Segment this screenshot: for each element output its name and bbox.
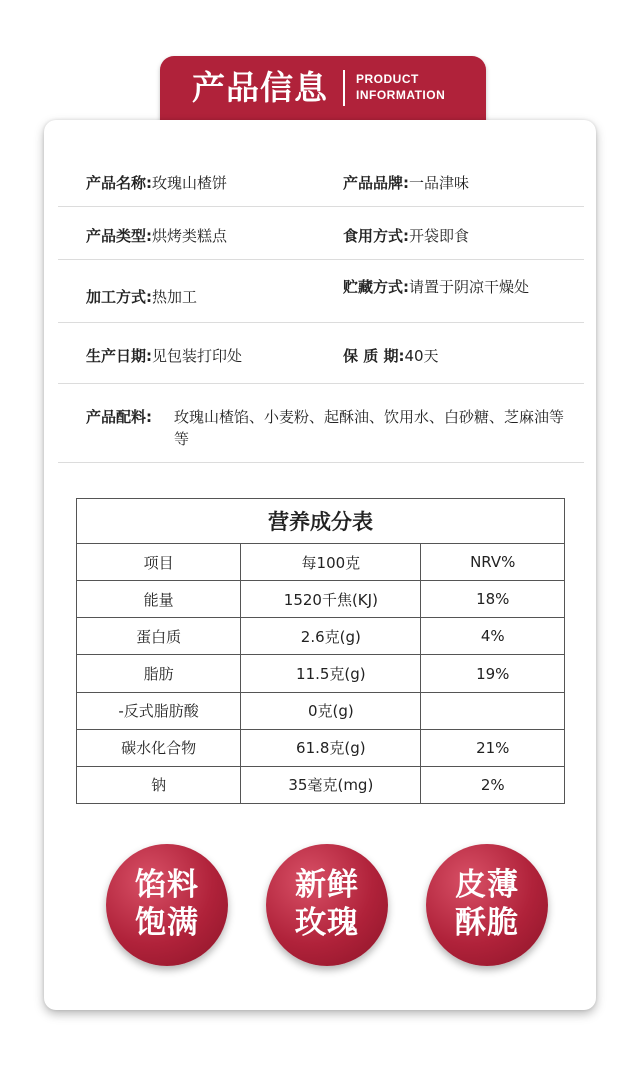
table-cell: 11.5克(g) (241, 655, 421, 692)
process-field (86, 286, 197, 308)
badge-line1: 皮薄 (455, 867, 519, 903)
feature-badge-filling (106, 844, 228, 966)
table-row (77, 692, 565, 729)
title-en-line1: PRODUCT (356, 72, 419, 86)
ingredients-label: 产品配料: (86, 408, 152, 426)
shelf-life-value: 40天 (404, 347, 439, 365)
column-header: 项目 (77, 544, 241, 581)
process-label: 加工方式: (86, 288, 152, 306)
table-cell: 2% (421, 766, 565, 803)
storage-label: 贮藏方式: (343, 278, 409, 296)
badge-line2: 玫瑰 (295, 905, 359, 941)
badge-line2: 酥脆 (455, 905, 519, 941)
table-cell: 61.8克(g) (241, 729, 421, 766)
process-value: 热加工 (152, 288, 198, 306)
usage-value: 开袋即食 (409, 227, 470, 245)
production-date-value: 见包装打印处 (152, 347, 243, 365)
table-cell: 21% (421, 729, 565, 766)
table-row (77, 655, 565, 692)
feature-badge-rose (266, 844, 388, 966)
page-title: 产品信息 (192, 68, 328, 107)
column-header: NRV% (421, 544, 565, 581)
table-cell: 35毫克(mg) (241, 766, 421, 803)
product-type-label: 产品类型: (86, 227, 152, 245)
table-cell: 18% (421, 581, 565, 618)
usage-label: 食用方式: (343, 227, 409, 245)
storage-field (343, 276, 529, 298)
table-row (77, 729, 565, 766)
divider (58, 322, 584, 323)
badge-line1: 馅料 (135, 867, 199, 903)
table-row (77, 766, 565, 803)
feature-badge-crisp (426, 844, 548, 966)
production-date-label: 生产日期: (86, 347, 152, 365)
ingredients-value: 玫瑰山楂馅、小麦粉、起酥油、饮用水、白砂糖、芝麻油等等 (174, 408, 565, 448)
product-name-value: 玫瑰山楂饼 (152, 174, 228, 192)
badge-line1: 新鲜 (295, 867, 359, 903)
nutrition-table-title: 营养成分表 (77, 499, 565, 544)
badge-line2: 饱满 (135, 905, 199, 941)
product-name-label: 产品名称: (86, 174, 152, 192)
table-cell: 蛋白质 (77, 618, 241, 655)
page-title-english (356, 71, 466, 103)
product-brand-label: 产品品牌: (343, 174, 409, 192)
shelf-life-field (343, 345, 439, 367)
product-name-field (86, 172, 227, 194)
table-row (77, 581, 565, 618)
table-cell: 碳水化合物 (77, 729, 241, 766)
product-type-value: 烘烤类糕点 (152, 227, 228, 245)
table-cell: 脂肪 (77, 655, 241, 692)
table-header-row (77, 544, 565, 581)
table-cell: 4% (421, 618, 565, 655)
title-divider (343, 70, 345, 106)
table-cell: 2.6克(g) (241, 618, 421, 655)
table-cell: 1520千焦(KJ) (241, 581, 421, 618)
ingredients-field (86, 406, 586, 450)
table-cell: -反式脂肪酸 (77, 692, 241, 729)
production-date-field (86, 345, 242, 367)
divider (58, 383, 584, 384)
title-en-line2: INFORMATION (356, 88, 446, 102)
table-cell (421, 692, 565, 729)
shelf-life-label: 保 质 期: (343, 347, 405, 365)
product-brand-field (343, 172, 469, 194)
table-cell: 0克(g) (241, 692, 421, 729)
product-type-field (86, 225, 227, 247)
divider (58, 259, 584, 260)
table-cell: 能量 (77, 581, 241, 618)
divider (58, 462, 584, 463)
storage-value: 请置于阴凉干燥处 (409, 278, 530, 296)
divider (58, 206, 584, 207)
table-row (77, 618, 565, 655)
product-brand-value: 一品津味 (409, 174, 470, 192)
usage-field (343, 225, 469, 247)
nutrition-table (76, 498, 565, 804)
column-header: 每100克 (241, 544, 421, 581)
table-cell: 19% (421, 655, 565, 692)
table-cell: 钠 (77, 766, 241, 803)
